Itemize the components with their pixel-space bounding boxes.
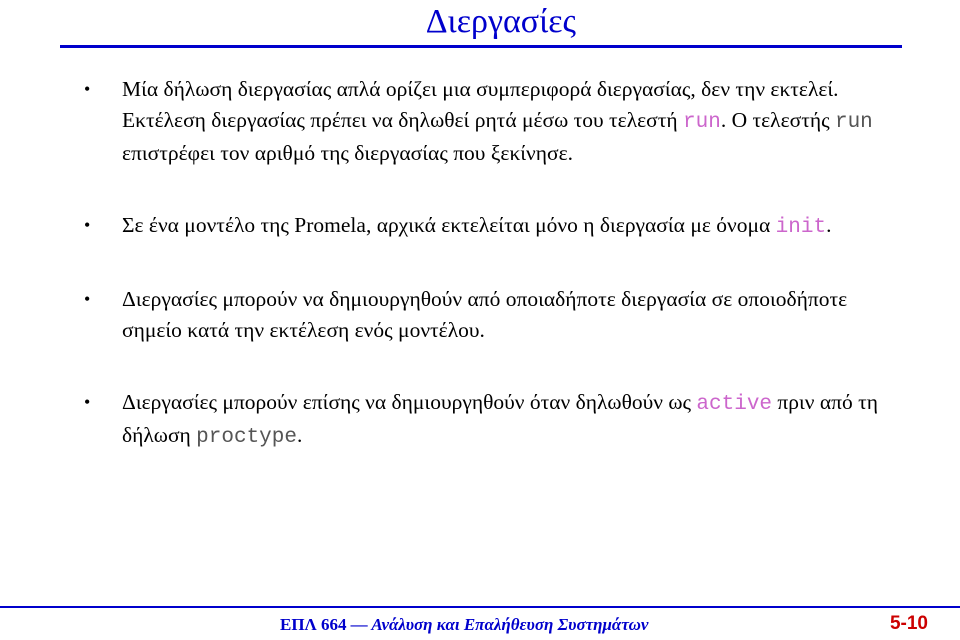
footer-divider	[0, 606, 960, 608]
slide-title: Διεργασίες	[425, 3, 576, 40]
text-span: επιστρέφει τον αριθμό της διεργασίας που ξεκίνησε.	[122, 141, 574, 165]
footer-course-title	[280, 614, 648, 636]
bullet-dot-icon: •	[84, 392, 91, 412]
text-span: .	[297, 423, 303, 447]
course-subtitle: Ανάλυση και Επαλήθευση Συστημάτων	[371, 615, 649, 634]
title-divider	[60, 45, 902, 48]
code-proctype-keyword: proctype	[196, 426, 297, 449]
text-span: Σε ένα μοντέλο της Promela, αρχικά εκτελείται μόνο η διεργασία με όνομα	[122, 213, 776, 237]
code-active-keyword: active	[696, 393, 773, 416]
bullet-item	[84, 74, 904, 169]
bullet-item	[84, 387, 904, 453]
text-span: Μία δήλωση διεργασίας απλά ορίζει μια συμπεριφορά διεργασίας, δεν την εκτελεί. Εκτέλεση διεργασίας πρέπει να δηλωθεί ρητά μέσω του τελεστή	[122, 77, 839, 132]
page-number: 5-10	[889, 613, 928, 634]
text-span: Διεργασίες μπορούν επίσης να δημιουργηθούν όταν δηλωθούν ως	[122, 390, 697, 414]
text-span: Διεργασίες μπορούν να δημιουργηθούν από οποιαδήποτε διεργασία σε οποιοδήποτε σημείο κατά την εκτέλεση ενός μοντέλου.	[122, 287, 848, 342]
bullet-dot-icon: •	[84, 289, 91, 309]
text-span: .	[826, 213, 832, 237]
bullet-list	[84, 74, 904, 453]
bullet-text	[122, 287, 847, 342]
text-span: πριν από τη δήλωση	[122, 390, 878, 447]
text-span: . Ο τελεστής	[720, 108, 835, 132]
bullet-text	[122, 390, 878, 447]
course-code: ΕΠΛ 664	[280, 615, 347, 634]
footer-dash: —	[346, 615, 372, 634]
bullet-dot-icon: •	[84, 79, 91, 99]
bullet-text	[122, 213, 831, 237]
bullet-dot-icon: •	[84, 215, 91, 235]
bullet-text	[122, 77, 873, 165]
code-run-keyword: run	[683, 111, 721, 134]
code-init-keyword: init	[775, 216, 827, 239]
code-run-keyword: run	[834, 111, 873, 134]
bullet-item	[84, 210, 904, 243]
bullet-item	[84, 284, 904, 346]
